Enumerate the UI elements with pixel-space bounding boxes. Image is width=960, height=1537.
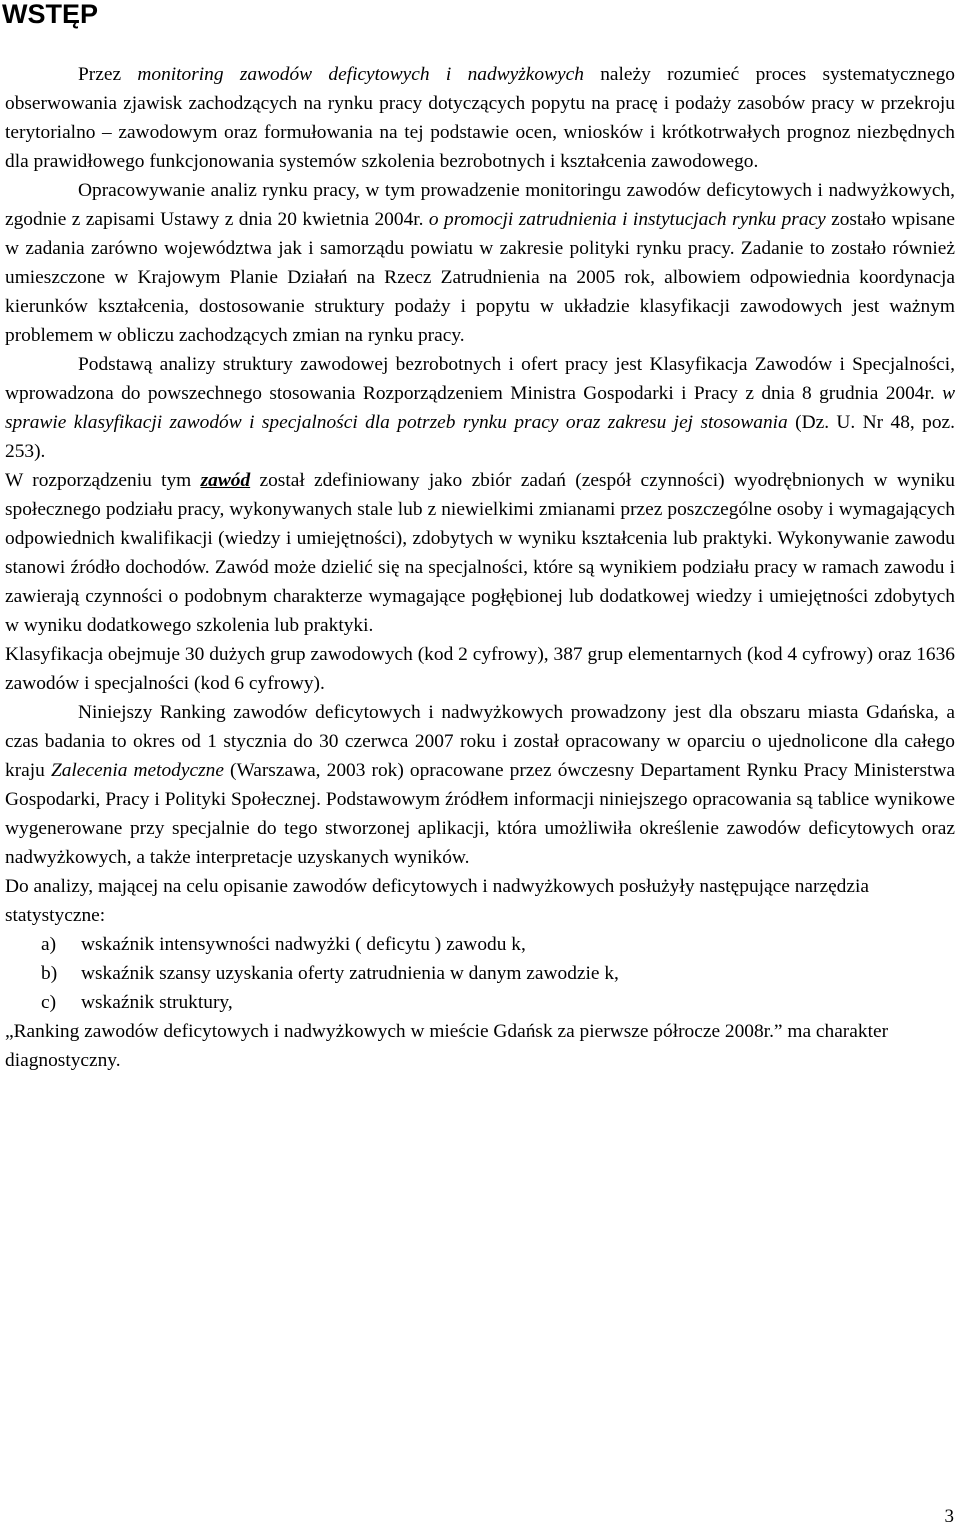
- text-run: (Dz. U. Nr 48, poz. 253).: [5, 412, 955, 462]
- list-marker: a): [41, 934, 57, 955]
- page-number: 3: [944, 1506, 954, 1527]
- paragraph-conclusion: „Ranking zawodów deficytowych i nadwyżkowych w mieście Gdańsk za pierwsze półrocze 2008r.” ma charakter diagnostyczny.: [5, 1021, 889, 1071]
- paragraph-ranking-scope: [5, 698, 955, 872]
- list-marker: b): [41, 963, 58, 984]
- text-run: Opracowywanie analiz rynku pracy, w tym prowadzenie monitoringu zawodów deficytowych i nadwyżkowych, zgodnie z zapisami Ustawy z dnia 20 kwietnia 2004r.: [5, 180, 955, 230]
- italic-act-title: o promocji zatrudnienia i instytucjach rynku pracy: [428, 209, 826, 230]
- paragraph-legal-basis: [5, 176, 955, 350]
- list-item: [5, 959, 955, 988]
- paragraph-monitoring-definition: [5, 60, 955, 176]
- list-item-text: wskaźnik szansy uzyskania oferty zatrudnienia w danym zawodzie k,: [81, 963, 619, 984]
- paragraph-profession-definition: [5, 466, 955, 640]
- italic-term: monitoring zawodów deficytowych i nadwyżkowych: [137, 64, 584, 85]
- text-run: został zdefiniowany jako zbiór zadań (zespół czynności) wyodrębnionych w wyniku społecznego podziału pracy, wykonywanych stale lub z niewielkimi zmianami przez poszczególne osoby i wymagających odpowiednich kwalifikacji (wiedzy i umiejętności), zdobytych w wyniku kształcenia lub praktyki. Wykonywanie zawodu stanowi źródło dochodów. Zawód może dzielić się na specjalności, które są wynikiem podziału pracy w ramach zawodu i zawierają czynności o podobnym charakterze wymagające pogłębionej lub dodatkowej wiedzy i umiejętności zdobytych w wyniku dodatkowego szkolenia lub praktyki.: [5, 470, 955, 636]
- page-heading: WSTĘP: [2, 0, 99, 29]
- text-run: należy rozumieć proces systematycznego obserwowania zjawisk zachodzących na rynku pracy dotyczących popytu na pracę i podaży zasobów pracy w przekroju terytorialno – zawodowym oraz formułowania na tej podstawie ocen, wniosków i krótkotrwałych prognoz niezbędnych dla prawidłowego funkcjonowania systemów szkolenia bezrobotnych i kształcenia zawodowego.: [5, 64, 955, 172]
- list-item: [5, 930, 955, 959]
- text-run: Podstawą analizy struktury zawodowej bezrobotnych i ofert pracy jest Klasyfikacja Zawodów i Specjalności, wprowadzona do powszechnego stosowania Rozporządzeniem Ministra Gospodarki i Pracy z dnia 8 grudnia 2004r.: [5, 354, 955, 404]
- italic-regulation-title: w sprawie klasyfikacji zawodów i specjalności dla potrzeb rynku pracy oraz zakresu jej stosowania: [5, 383, 955, 433]
- text-run: Przez: [78, 64, 138, 85]
- text-run: Niniejszy Ranking zawodów deficytowych i nadwyżkowych prowadzony jest dla obszaru miasta Gdańska, a czas badania to okres od 1 stycznia do 30 czerwca 2007 roku i został opracowany w oparciu o ujednolicone dla całego kraju: [5, 702, 955, 781]
- list-item: [5, 988, 955, 1017]
- list-item-text: wskaźnik struktury,: [81, 992, 233, 1013]
- list-marker: c): [41, 992, 57, 1013]
- paragraph-classification-scope: Klasyfikacja obejmuje 30 dużych grup zawodowych (kod 2 cyfrowy), 387 grup elementarnych (kod 4 cyfrowy) oraz 1636 zawodów i specjalności (kod 6 cyfrowy).: [5, 644, 955, 694]
- defined-term: zawód: [200, 470, 251, 491]
- statistical-tools-list: [5, 930, 955, 1017]
- italic-guidelines-title: Zalecenia metodyczne: [50, 760, 224, 781]
- document-body: [5, 60, 955, 1075]
- list-item-text: wskaźnik intensywności nadwyżki ( deficytu ) zawodu k,: [81, 934, 526, 955]
- text-run: zostało wpisane w zadania zarówno województwa jak i samorządu powiatu w zakresie polityki rynku pracy. Zadanie to zostało również umieszczone w Krajowym Planie Działań na Rzecz Zatrudnienia na 2005 rok, albowiem odpowiednia koordynacja kierunków kształcenia, dostosowanie struktury podaży i popytu w układzie klasyfikacji zawodowych jest ważnym problemem w obliczu zachodzących zmian na rynku pracy.: [5, 209, 955, 346]
- paragraph-classification-basis: [5, 350, 955, 466]
- text-run: W rozporządzeniu tym: [5, 470, 201, 491]
- paragraph-tools-intro: Do analizy, mającej na celu opisanie zawodów deficytowych i nadwyżkowych posłużyły następujące narzędzia statystyczne:: [5, 876, 869, 926]
- text-run: (Warszawa, 2003 rok) opracowane przez ówczesny Departament Rynku Pracy Ministerstwa Gospodarki, Pracy i Polityki Społecznej. Podstawowym źródłem informacji niniejszego opracowania są tablice wynikowe wygenerowane przy specjalnie do tego stworzonej aplikacji, która umożliwiła określenie zawodów deficytowych oraz nadwyżkowych, a także interpretacje uzyskanych wyników.: [5, 760, 955, 868]
